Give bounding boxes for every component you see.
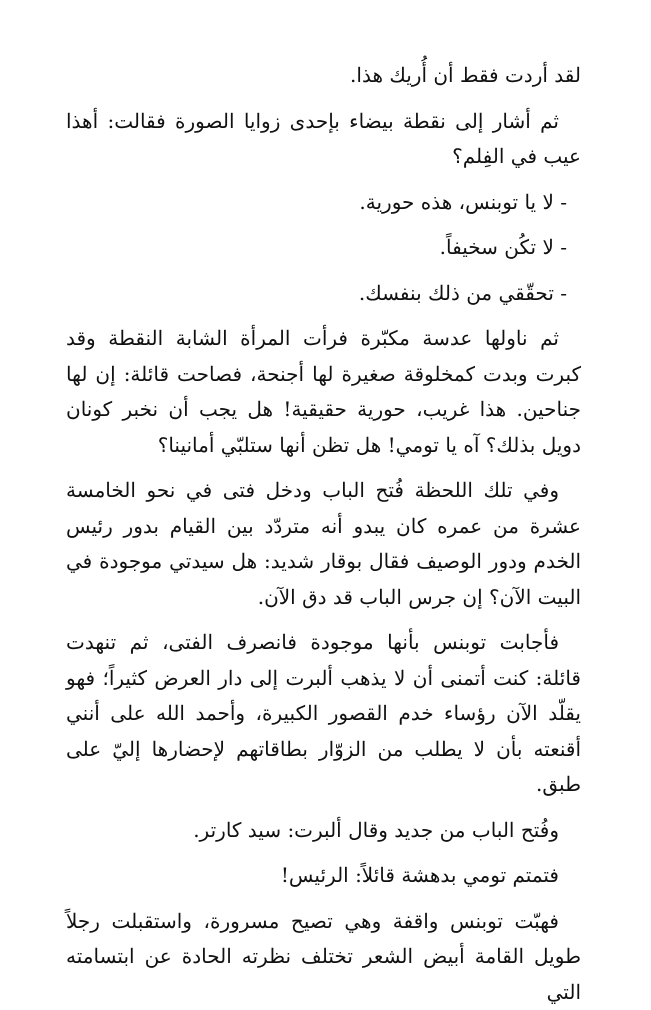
paragraph-8: فهبّت توبنس واقفة وهي تصيح مسرورة، واستقبلت رجلاً طويل القامة أبيض الشعر تختلف نظرته الحادة عن ابتسامته التي: [66, 904, 581, 1010]
paragraph-3: ثم ناولها عدسة مكبّرة فرأت المرأة الشابة النقطة وقد كبرت وبدت كمخلوقة صغيرة لها أجنحة، فصاحت قائلة: إن لها جناحين. هذا غريب، حورية حقيقية! هل يجب أن نخبر كونان دويل بذلك؟ آه يا تومي! هل تظن أنها ستلبّي أمانينا؟: [66, 321, 581, 463]
dialogue-line-2: - لا تكُن سخيفاً.: [66, 230, 581, 266]
paragraph-4: وفي تلك اللحظة فُتح الباب ودخل فتى في نحو الخامسة عشرة من عمره كان يبدو أنه متردّد بين القيام بدور رئيس الخدم ودور الوصيف فقال بوقار شديد: هل سيدتي موجودة في البيت الآن؟ إن جرس الباب قد دق الآن.: [66, 473, 581, 615]
paragraph-2: ثم أشار إلى نقطة بيضاء بإحدى زوايا الصورة فقالت: أهذا عيب في الفِلم؟: [66, 104, 581, 175]
paragraph-6: وفُتح الباب من جديد وقال ألبرت: سيد كارتر.: [66, 813, 581, 849]
dialogue-line-3: - تحقّقي من ذلك بنفسك.: [66, 276, 581, 312]
paragraph-1: لقد أردت فقط أن أُريك هذا.: [66, 58, 581, 94]
paragraph-5: فأجابت توبنس بأنها موجودة فانصرف الفتى، ثم تنهدت قائلة: كنت أتمنى أن لا يذهب ألبرت إلى دار العرض كثيراً؛ فهو يقلّد الآن رؤساء خدم القصور الكبيرة، وأحمد الله على أنني أقنعته بأن لا يطلب من الزوّار بطاقاتهم لإحضارها إليّ على طبق.: [66, 625, 581, 803]
dialogue-line-1: - لا يا توبنس، هذه حورية.: [66, 185, 581, 221]
paragraph-7: فتمتم تومي بدهشة قائلاً: الرئيس!: [66, 858, 581, 894]
